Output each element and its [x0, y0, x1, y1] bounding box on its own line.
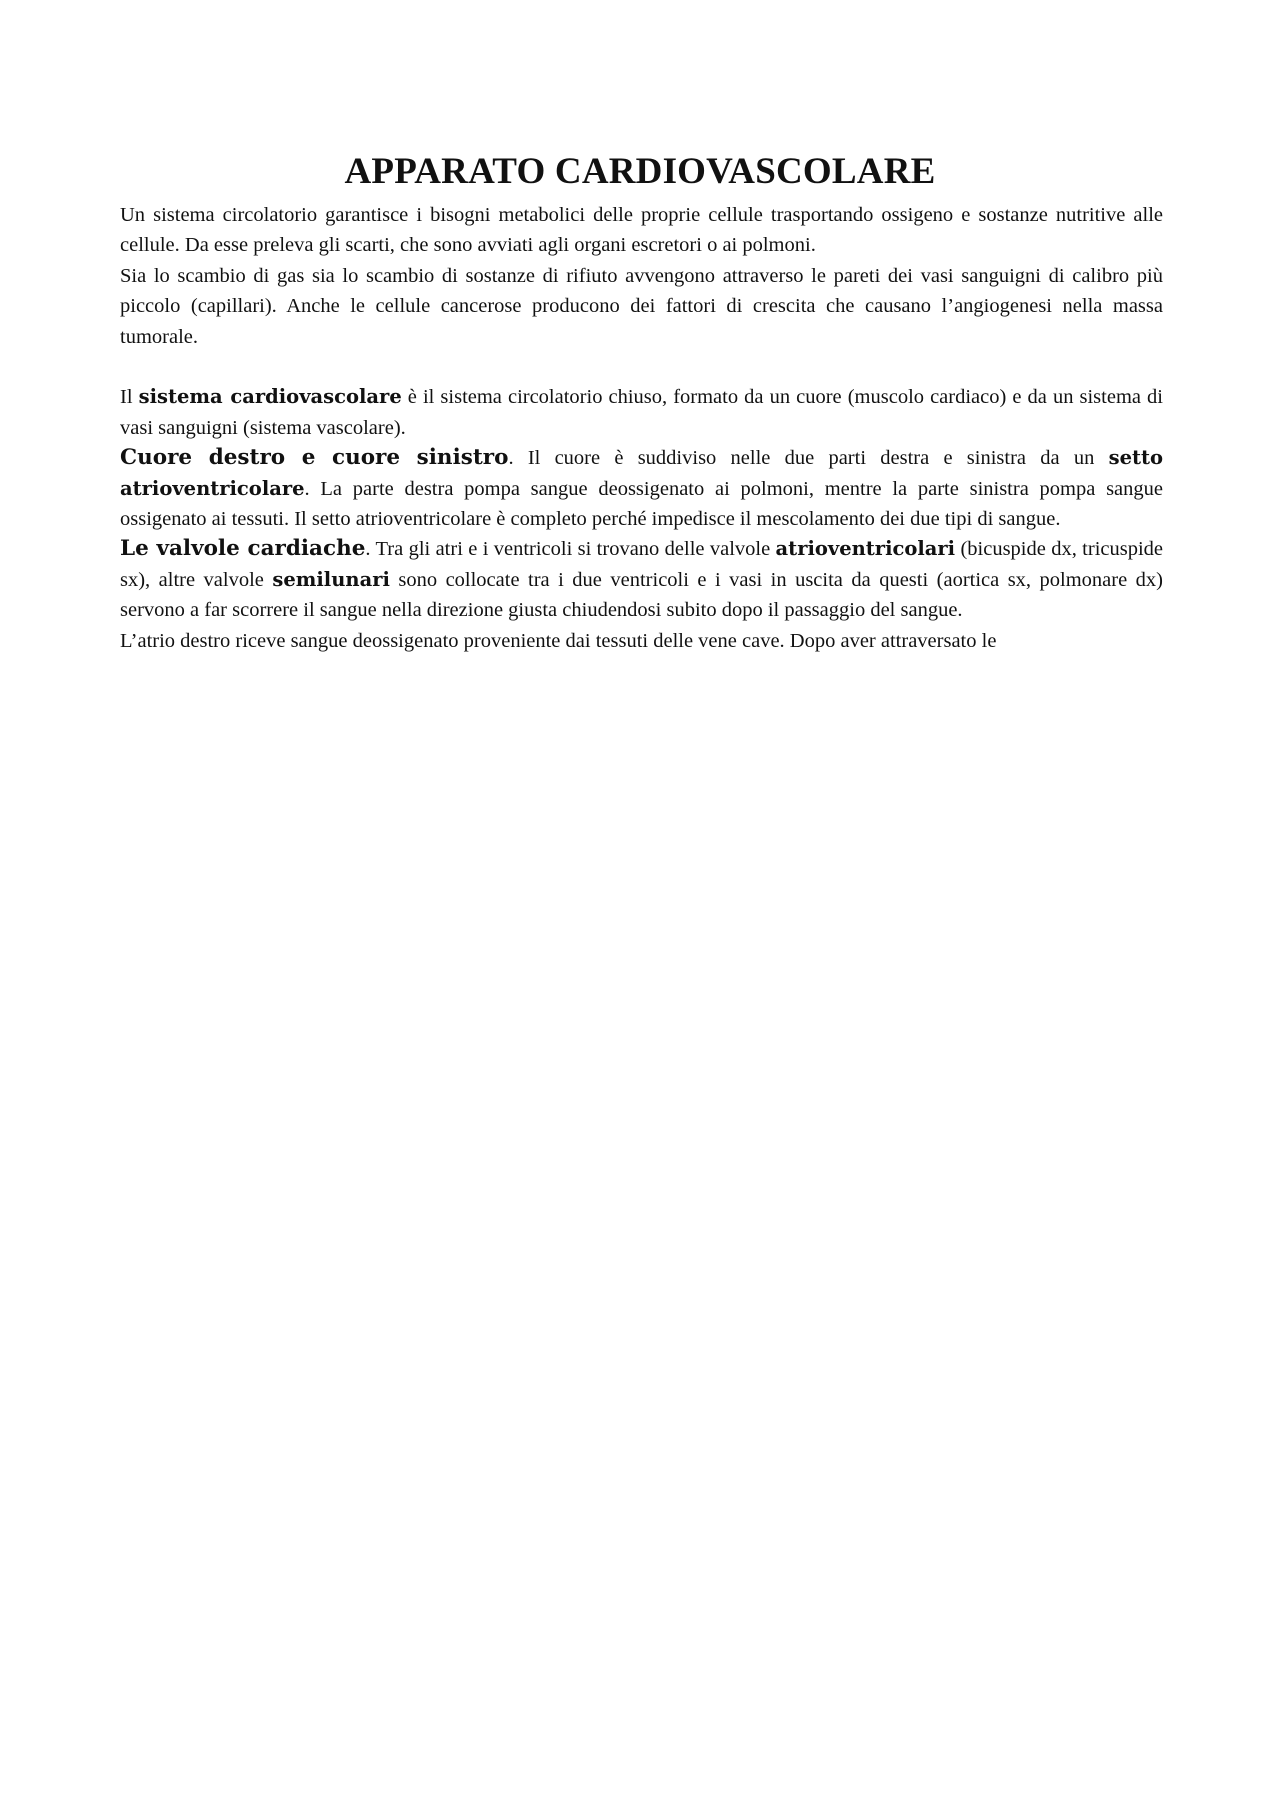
document-body	[120, 200, 1163, 656]
text: (bicuspide dx, tricuspide sx), altre valvole	[120, 538, 1164, 591]
paragraph-right-atrium: L’atrio destro riceve sangue deossigenato proveniente dai tessuti delle vene cave. Dopo aver attraversato le	[120, 629, 997, 652]
text: è il sistema circolatorio chiuso, formato da un cuore (muscolo cardiaco) e da un sistema di vasi sanguigni (sistema vascolare).	[120, 386, 1163, 439]
paragraph-heart-sides	[120, 443, 1163, 534]
heading-cuore-destro-sinistro: Cuore destro e cuore sinistro	[120, 445, 509, 471]
paragraph-cardiovascular-system	[120, 382, 1163, 443]
paragraph-exchange: Sia lo scambio di gas sia lo scambio di sostanze di rifiuto avvengono attraverso le pareti dei vasi sanguigni di calibro più piccolo (capillari). Anche le cellule cancerose producono dei fattori di crescita che causano l’angiogenesi nella massa tumorale.	[120, 264, 1163, 348]
text: sono collocate tra i due ventricoli e i vasi in uscita da questi (aortica sx, polmonare dx) servono a far scorrere il sangue nella direzione giusta chiudendosi subito dopo il passaggio del sangue.	[120, 568, 1164, 622]
page-title: APPARATO CARDIOVASCOLARE	[344, 151, 936, 192]
keyword-sistema-cardiovascolare: sistema cardiovascolare	[138, 385, 402, 409]
heading-valvole-cardiache: Le valvole cardiache	[120, 536, 366, 562]
text: Il	[120, 386, 139, 409]
paragraph-intro: Un sistema circolatorio garantisce i bisogni metabolici delle proprie cellule trasportando ossigeno e sostanze nutritive alle cellule. Da esse preleva gli scarti, che sono avviati agli organi escretori o ai polmoni.	[120, 204, 1163, 257]
paragraph-valves	[120, 534, 1163, 625]
text: . Il cuore è suddiviso nelle due parti destra e sinistra da un	[508, 447, 1109, 470]
blank-line	[120, 352, 1163, 382]
keyword-semilunari: semilunari	[272, 567, 390, 591]
text: . La parte destra pompa sangue deossigenato ai polmoni, mentre la parte sinistra pompa sangue ossigenato ai tessuti. Il setto atrioventricolare è completo perché impedisce il mescolamento dei due tipi di sangue.	[120, 477, 1163, 531]
keyword-atrioventricolari: atrioventricolari	[775, 537, 956, 561]
keyword-setto-atrioventricolare: setto atrioventricolare	[120, 446, 1163, 500]
text: . Tra gli atri e i ventricoli si trovano delle valvole	[365, 538, 776, 561]
